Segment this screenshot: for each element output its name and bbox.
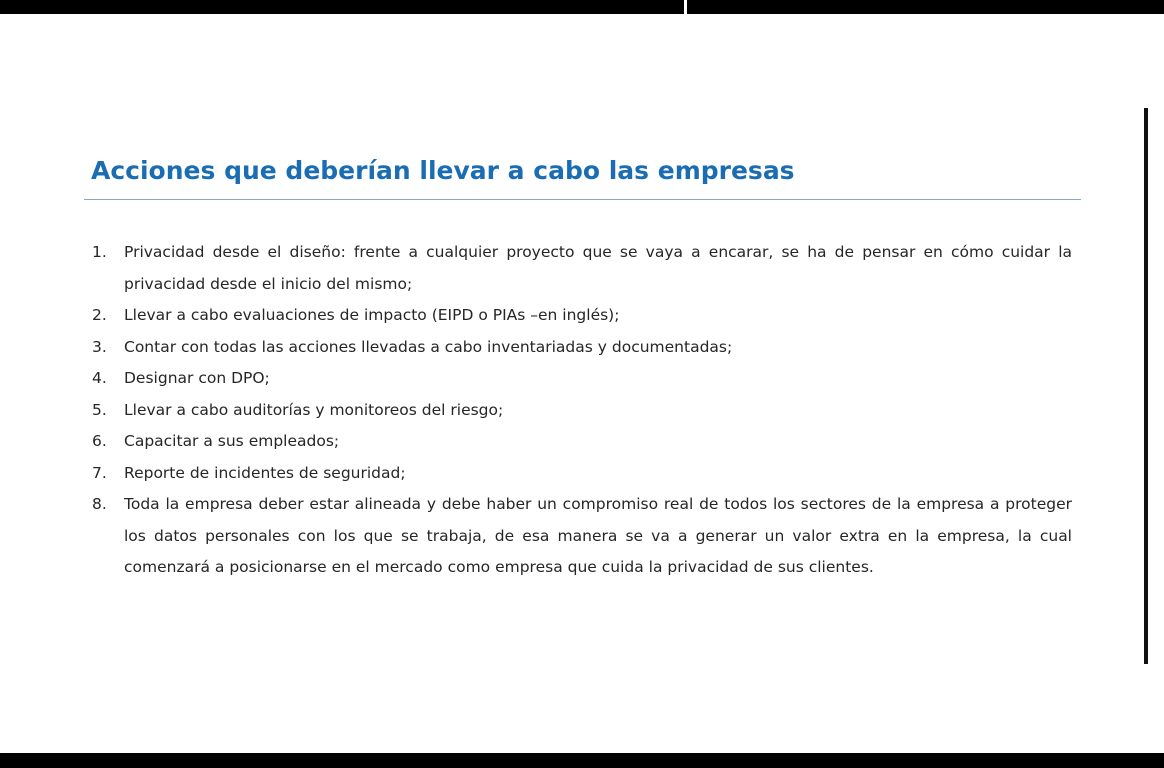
top-black-bar-right [687,0,1164,14]
list-item [92,300,1072,332]
list-item-text: Designar con DPO; [124,369,270,387]
list-item [92,489,1072,584]
vertical-scroll-indicator[interactable] [1144,108,1148,664]
list-item-number: 7. [92,463,107,482]
list-item-number: 6. [92,432,107,450]
document-title: Acciones que deberían llevar a cabo las empresas [91,156,795,185]
list-item-number: 3. [92,337,107,356]
list-item-text: Reporte de incidentes de seguridad; [124,463,406,482]
list-item [92,426,1072,458]
title-underline-divider [84,199,1081,200]
list-item [92,395,1072,427]
list-item-number: 5. [92,400,107,419]
list-item-text: Capacitar a sus empleados; [124,432,340,450]
actions-list [92,237,1072,584]
list-item-number: 8. [92,495,107,513]
list-item-text: Contar con todas las acciones llevadas a cabo inventariadas y documentadas; [124,337,733,356]
list-item [92,237,1072,300]
list-item [92,332,1072,364]
top-black-bar-left [0,0,684,14]
list-item-number: 2. [92,306,107,324]
list-item-text: Llevar a cabo evaluaciones de impacto (EIPD o PIAs –en inglés); [124,306,620,324]
list-item-text: Llevar a cabo auditorías y monitoreos del riesgo; [124,400,504,419]
list-item-text: Privacidad desde el diseño: frente a cualquier proyecto que se vaya a encarar, se ha de pensar en cómo cuidar la privacidad desde el inicio del mismo; [124,243,1072,293]
list-item-number: 1. [92,243,107,261]
list-item-text: Toda la empresa deber estar alineada y debe haber un compromiso real de todos los sectores de la empresa a proteger los datos personales con los que se trabaja, de esa manera se va a generar un valor extra en la empresa, la cual comenzará a posicionarse en el mercado como empresa que cuida la privacidad de sus clientes. [124,495,1072,576]
list-item [92,363,1072,395]
list-item [92,458,1072,490]
bottom-black-bar [0,753,1164,768]
list-item-number: 4. [92,369,107,387]
